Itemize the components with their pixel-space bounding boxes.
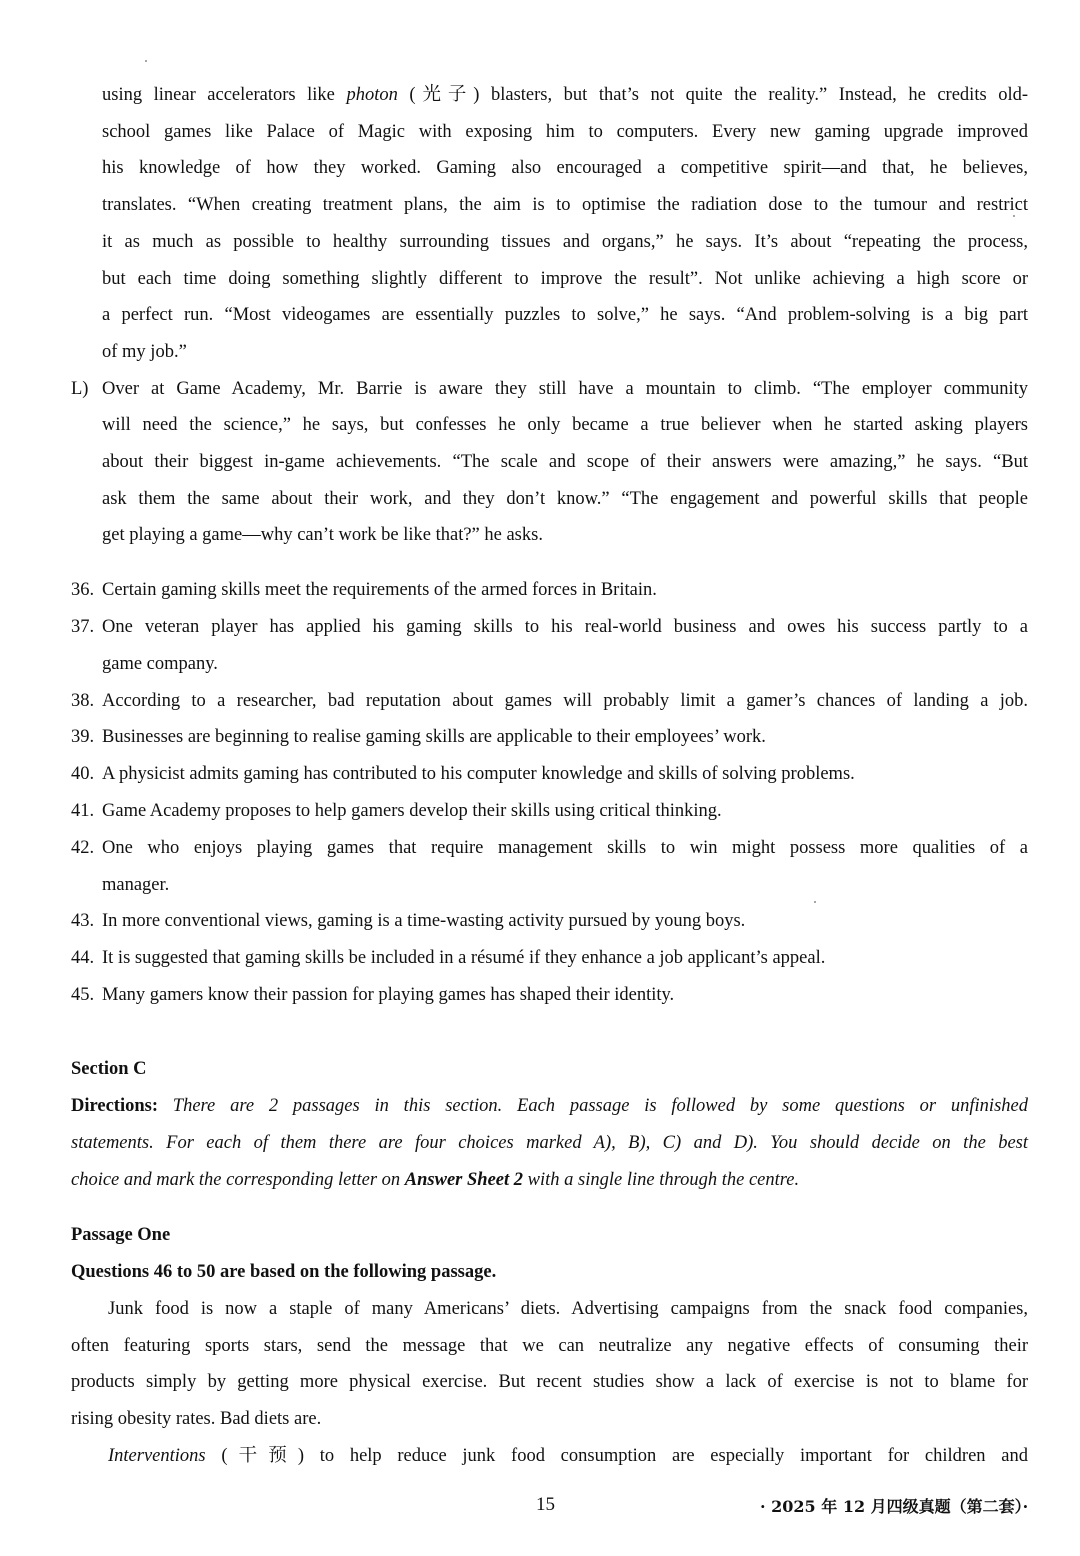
passage-line: Junk food is now a staple of many Americans’ diets. Advertising campaigns from the snack food companies, — [108, 1299, 1028, 1319]
italic-term: Interventions — [108, 1446, 206, 1466]
question-number: 44. — [71, 948, 95, 968]
passage-line: a perfect run. “Most videogames are essentially puzzles to solve,” he says. “And problem-solving is a big part — [102, 305, 1028, 325]
question-text: One veteran player has applied his gaming skills to his real-world business and owes his success partly to a — [102, 617, 1028, 637]
text-run: using linear accelerators like — [102, 85, 347, 105]
passage-line: his knowledge of how they worked. Gaming also encouraged a competitive spirit—and that, he believes, — [102, 158, 1028, 178]
question-number: 41. — [71, 801, 95, 821]
page-number: 15 — [536, 1494, 555, 1515]
passage-line: school games like Palace of Magic with exposing him to computers. Every new gaming upgrade improved — [102, 122, 1028, 142]
question-text: In more conventional views, gaming is a time-wasting activity pursued by young boys. — [102, 911, 746, 931]
section-heading: Section C — [71, 1059, 147, 1079]
question-number: 36. — [71, 580, 95, 600]
directions-line: statements. For each of them there are four choices marked A), B), C) and D). You should decide on the best — [71, 1133, 1028, 1153]
directions-line — [71, 1167, 799, 1193]
question-number: 45. — [71, 985, 95, 1005]
answer-sheet-label: Answer Sheet 2 — [404, 1170, 524, 1190]
question-number: 40. — [71, 764, 95, 784]
passage-line: of my job.” — [102, 342, 187, 362]
question-text: Certain gaming skills meet the requirements of the armed forces in Britain. — [102, 580, 657, 600]
question-number: 38. — [71, 691, 95, 711]
passage-line: products simply by getting more physical exercise. But recent studies show a lack of exercise is not to blame for — [71, 1372, 1028, 1392]
passage-subheading: Questions 46 to 50 are based on the following passage. — [71, 1262, 497, 1282]
passage-line: it as much as possible to healthy surrounding tissues and organs,” he says. It’s about “repeating the process, — [102, 232, 1028, 252]
question-text: A physicist admits gaming has contributed to his computer knowledge and skills of solving problems. — [102, 764, 855, 784]
question-text: According to a researcher, bad reputation about games will probably limit a gamer’s chances of landing a job. — [102, 691, 1028, 711]
text-run: (干预) to help reduce junk food consumption are especially important for children and — [205, 1446, 1028, 1466]
question-text: manager. — [102, 875, 170, 895]
text-run: (光子) blasters, but that’s not quite the reality.” Instead, he credits old- — [397, 85, 1029, 105]
passage-heading: Passage One — [71, 1225, 171, 1245]
italic-term: photon — [346, 85, 398, 105]
exam-label: · 2025 年 12 月四级真题（第二套）· — [760, 1497, 1029, 1516]
question-number: 37. — [71, 617, 95, 637]
question-number: 39. — [71, 727, 95, 747]
passage-line — [108, 1443, 1028, 1469]
question-number: 43. — [71, 911, 95, 931]
passage-line: get playing a game—why can’t work be like that?” he asks. — [102, 525, 543, 545]
directions-text: There are 2 passages in this section. Each passage is followed by some questions or unfinished — [158, 1096, 1028, 1116]
passage-line: translates. “When creating treatment plans, the aim is to optimise the radiation dose to the tumour and restrict — [102, 195, 1028, 215]
scan-speck — [145, 60, 147, 62]
question-text: Businesses are beginning to realise gaming skills are applicable to their employees’ work. — [102, 727, 766, 747]
directions-text: with a single line through the centre. — [523, 1170, 800, 1190]
question-text: Game Academy proposes to help gamers develop their skills using critical thinking. — [102, 801, 722, 821]
scan-speck — [814, 901, 816, 903]
passage-line — [102, 82, 1028, 108]
passage-line: often featuring sports stars, send the message that we can neutralize any negative effects of consuming their — [71, 1336, 1028, 1356]
passage-line: will need the science,” he says, but confesses he only became a true believer when he started asking players — [102, 415, 1028, 435]
passage-line: rising obesity rates. Bad diets are. — [71, 1409, 322, 1429]
passage-line: but each time doing something slightly different to improve the result”. Not unlike achieving a high score or — [102, 269, 1028, 289]
directions-text: choice and mark the corresponding letter on — [71, 1170, 405, 1190]
passage-line: Over at Game Academy, Mr. Barrie is aware they still have a mountain to climb. “The employer community — [102, 379, 1028, 399]
question-text: Many gamers know their passion for playing games has shaped their identity. — [102, 985, 675, 1005]
question-number: 42. — [71, 838, 95, 858]
directions-label: Directions: — [71, 1096, 158, 1116]
paragraph-marker: L) — [71, 379, 89, 399]
passage-line: ask them the same about their work, and they don’t know.” “The engagement and powerful skills that people — [102, 489, 1028, 509]
passage-line: about their biggest in-game achievements. “The scale and scope of their answers were amazing,” he says. “But — [102, 452, 1028, 472]
question-text: It is suggested that gaming skills be included in a résumé if they enhance a job applicant’s appeal. — [102, 948, 826, 968]
question-text: One who enjoys playing games that require management skills to win might possess more qualities of a — [102, 838, 1028, 858]
directions-line — [71, 1093, 1028, 1119]
scan-speck — [1013, 215, 1015, 217]
question-text: game company. — [102, 654, 218, 674]
